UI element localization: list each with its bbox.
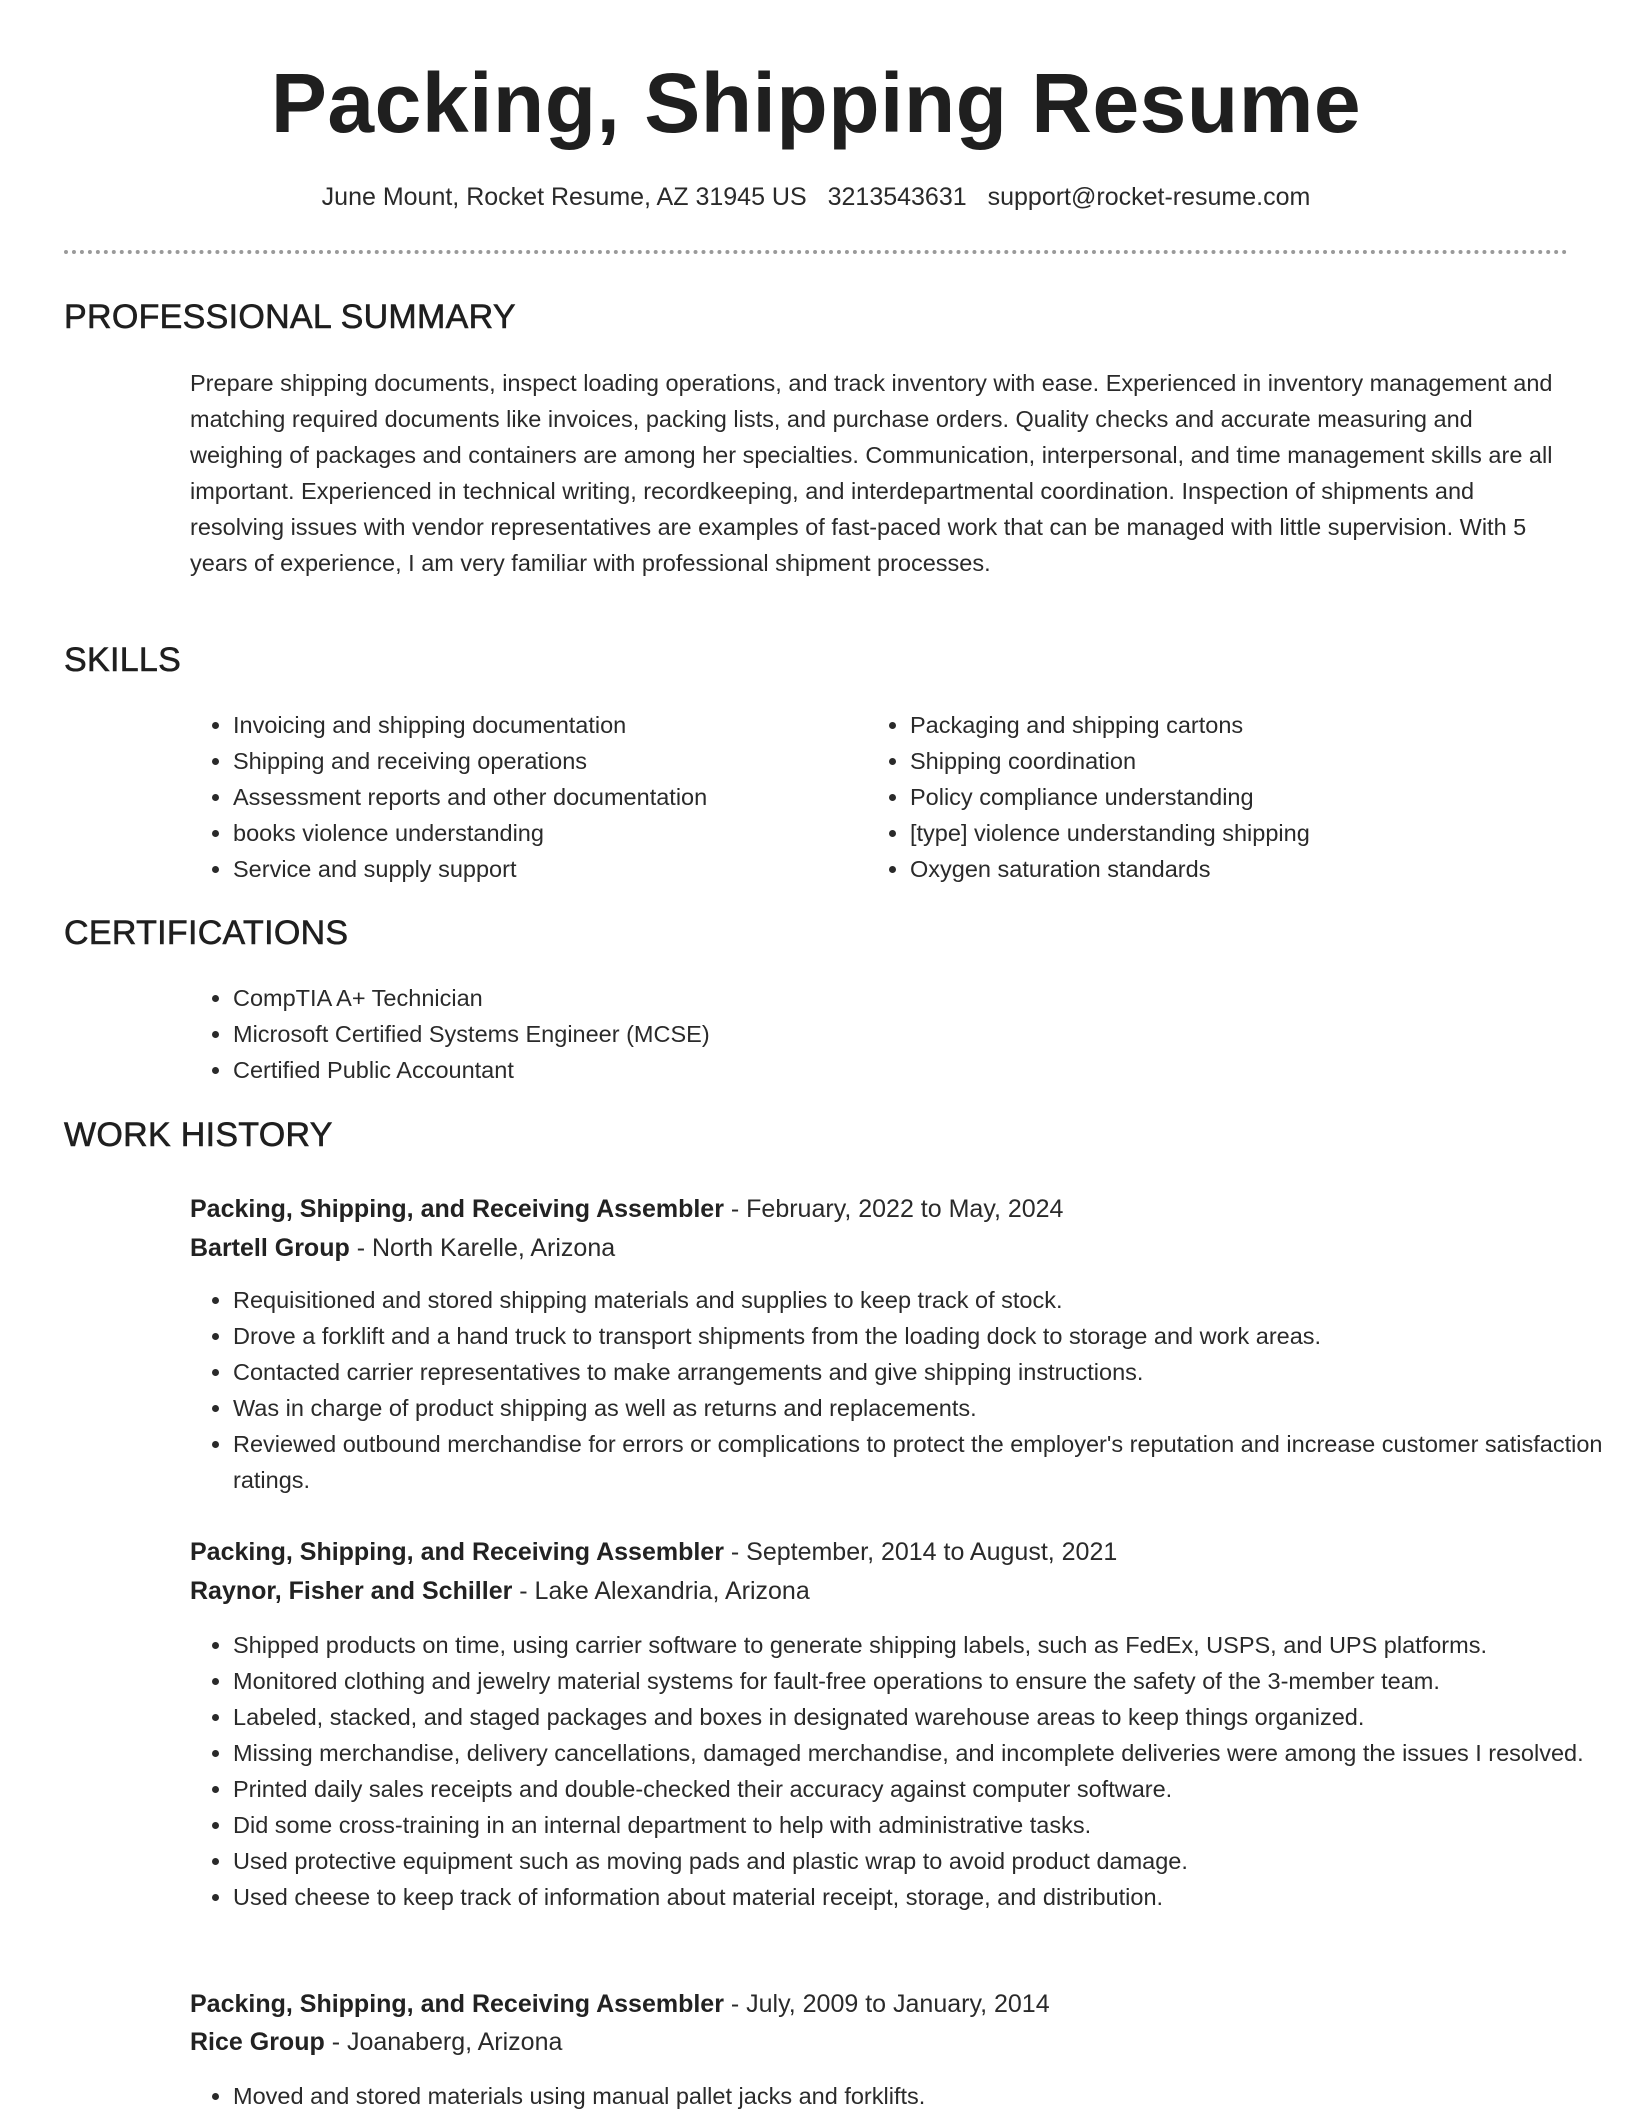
job-dates: - July, 2009 to January, 2014 — [723, 1990, 1050, 2018]
skill-item: • [type] violence understanding shipping — [910, 815, 1590, 851]
section-title-certifications: CERTIFICATIONS — [64, 914, 349, 952]
skill-item: • Packaging and shipping cartons — [910, 707, 1590, 743]
skill-item: • Oxygen saturation standards — [910, 851, 1590, 887]
job-bullet: • Did some cross-training in an internal department to help with administrative tasks. — [233, 1807, 1613, 1843]
skill-item: • Policy compliance understanding — [910, 779, 1590, 815]
job-title-line — [190, 1533, 1117, 1571]
skill-item: • Assessment reports and other documentation — [233, 779, 853, 815]
job-location: - Lake Alexandria, Arizona — [512, 1577, 810, 1605]
certifications-list — [189, 980, 1533, 1088]
job-bullets — [189, 2078, 1613, 2114]
certification-item: • Certified Public Accountant — [233, 1052, 1533, 1088]
job-bullet: • Missing merchandise, delivery cancellations, damaged merchandise, and incomplete deliveries were among the issues I resolved. — [233, 1735, 1613, 1771]
skill-item: • Shipping and receiving operations — [233, 743, 853, 779]
resume-title: Packing, Shipping Resume — [270, 56, 1362, 150]
job-bullet: • Used protective equipment such as moving pads and plastic wrap to avoid product damage. — [233, 1843, 1613, 1879]
job-role: Packing, Shipping, and Receiving Assembler — [190, 1990, 724, 2018]
job-bullet: • Used cheese to keep track of information about material receipt, storage, and distribution. — [233, 1879, 1613, 1915]
job-bullet: • Moved and stored materials using manual pallet jacks and forklifts. — [233, 2078, 1613, 2114]
job-role: Packing, Shipping, and Receiving Assembler — [190, 1195, 724, 1223]
job-bullet: • Drove a forklift and a hand truck to transport shipments from the loading dock to storage and work areas. — [233, 1318, 1613, 1354]
job-location: - North Karelle, Arizona — [349, 1234, 616, 1262]
job-company-line — [190, 1572, 810, 1610]
job-bullet: • Was in charge of product shipping as well as returns and replacements. — [233, 1390, 1613, 1426]
job-title-line — [190, 1190, 1063, 1228]
job-bullet: • Printed daily sales receipts and double-checked their accuracy against computer software. — [233, 1771, 1613, 1807]
job-location: - Joanaberg, Arizona — [324, 2028, 563, 2056]
contact-phone: 3213543631 — [827, 183, 967, 211]
contact-line — [0, 183, 1632, 212]
job-company: Raynor, Fisher and Schiller — [190, 1577, 513, 1605]
contact-address: June Mount, Rocket Resume, AZ 31945 US — [321, 183, 807, 211]
job-company: Bartell Group — [190, 1234, 350, 1262]
skill-item: • Service and supply support — [233, 851, 853, 887]
summary-text: Prepare shipping documents, inspect loading operations, and track inventory with ease. Experienced in inventory management and matching required documents like invoices, packing lists, and purchase orders. Quality checks and accurate measuring and weighing of packages and containers are among her specialties. Communication, interpersonal, and time management skills are all important. Experienced in technical writing, recordkeeping, and interdepartmental coordination. Inspection of shipments and resolving issues with vendor representatives are examples of fast-paced work that can be managed with little supervision. With 5 years of experience, I am very familiar with professional shipment processes. — [190, 370, 1553, 576]
skills-list-right — [866, 707, 1590, 887]
job-title-line — [190, 1985, 1050, 2023]
job-company-line — [190, 1229, 615, 1267]
skill-item: • Invoicing and shipping documentation — [233, 707, 853, 743]
job-bullet: • Requisitioned and stored shipping materials and supplies to keep track of stock. — [233, 1282, 1613, 1318]
contact-email: support@rocket-resume.com — [987, 183, 1311, 211]
job-company: Rice Group — [190, 2028, 325, 2056]
certification-item: • CompTIA A+ Technician — [233, 980, 1533, 1016]
skill-item: • Shipping coordination — [910, 743, 1590, 779]
job-bullets — [189, 1282, 1613, 1498]
job-bullet: • Monitored clothing and jewelry material systems for fault-free operations to ensure the safety of the 3-member team. — [233, 1663, 1613, 1699]
header-divider — [64, 250, 1568, 254]
job-role: Packing, Shipping, and Receiving Assembler — [190, 1538, 724, 1566]
skill-item: • books violence understanding — [233, 815, 853, 851]
job-bullet: • Contacted carrier representatives to make arrangements and give shipping instructions. — [233, 1354, 1613, 1390]
section-title-work-history: WORK HISTORY — [64, 1116, 333, 1154]
job-dates: - September, 2014 to August, 2021 — [723, 1538, 1118, 1566]
job-bullet: • Labeled, stacked, and staged packages and boxes in designated warehouse areas to keep things organized. — [233, 1699, 1613, 1735]
job-bullet: • Reviewed outbound merchandise for errors or complications to protect the employer's reputation and increase customer satisfaction ratings. — [233, 1426, 1613, 1498]
section-title-summary: PROFESSIONAL SUMMARY — [64, 298, 516, 336]
certification-item: • Microsoft Certified Systems Engineer (MCSE) — [233, 1016, 1533, 1052]
job-dates: - February, 2022 to May, 2024 — [723, 1195, 1064, 1223]
skills-list-left — [189, 707, 853, 887]
job-bullets — [189, 1627, 1613, 1915]
job-bullet: • Shipped products on time, using carrier software to generate shipping labels, such as FedEx, USPS, and UPS platforms. — [233, 1627, 1613, 1663]
section-title-skills: SKILLS — [64, 641, 182, 679]
job-company-line — [190, 2023, 562, 2061]
